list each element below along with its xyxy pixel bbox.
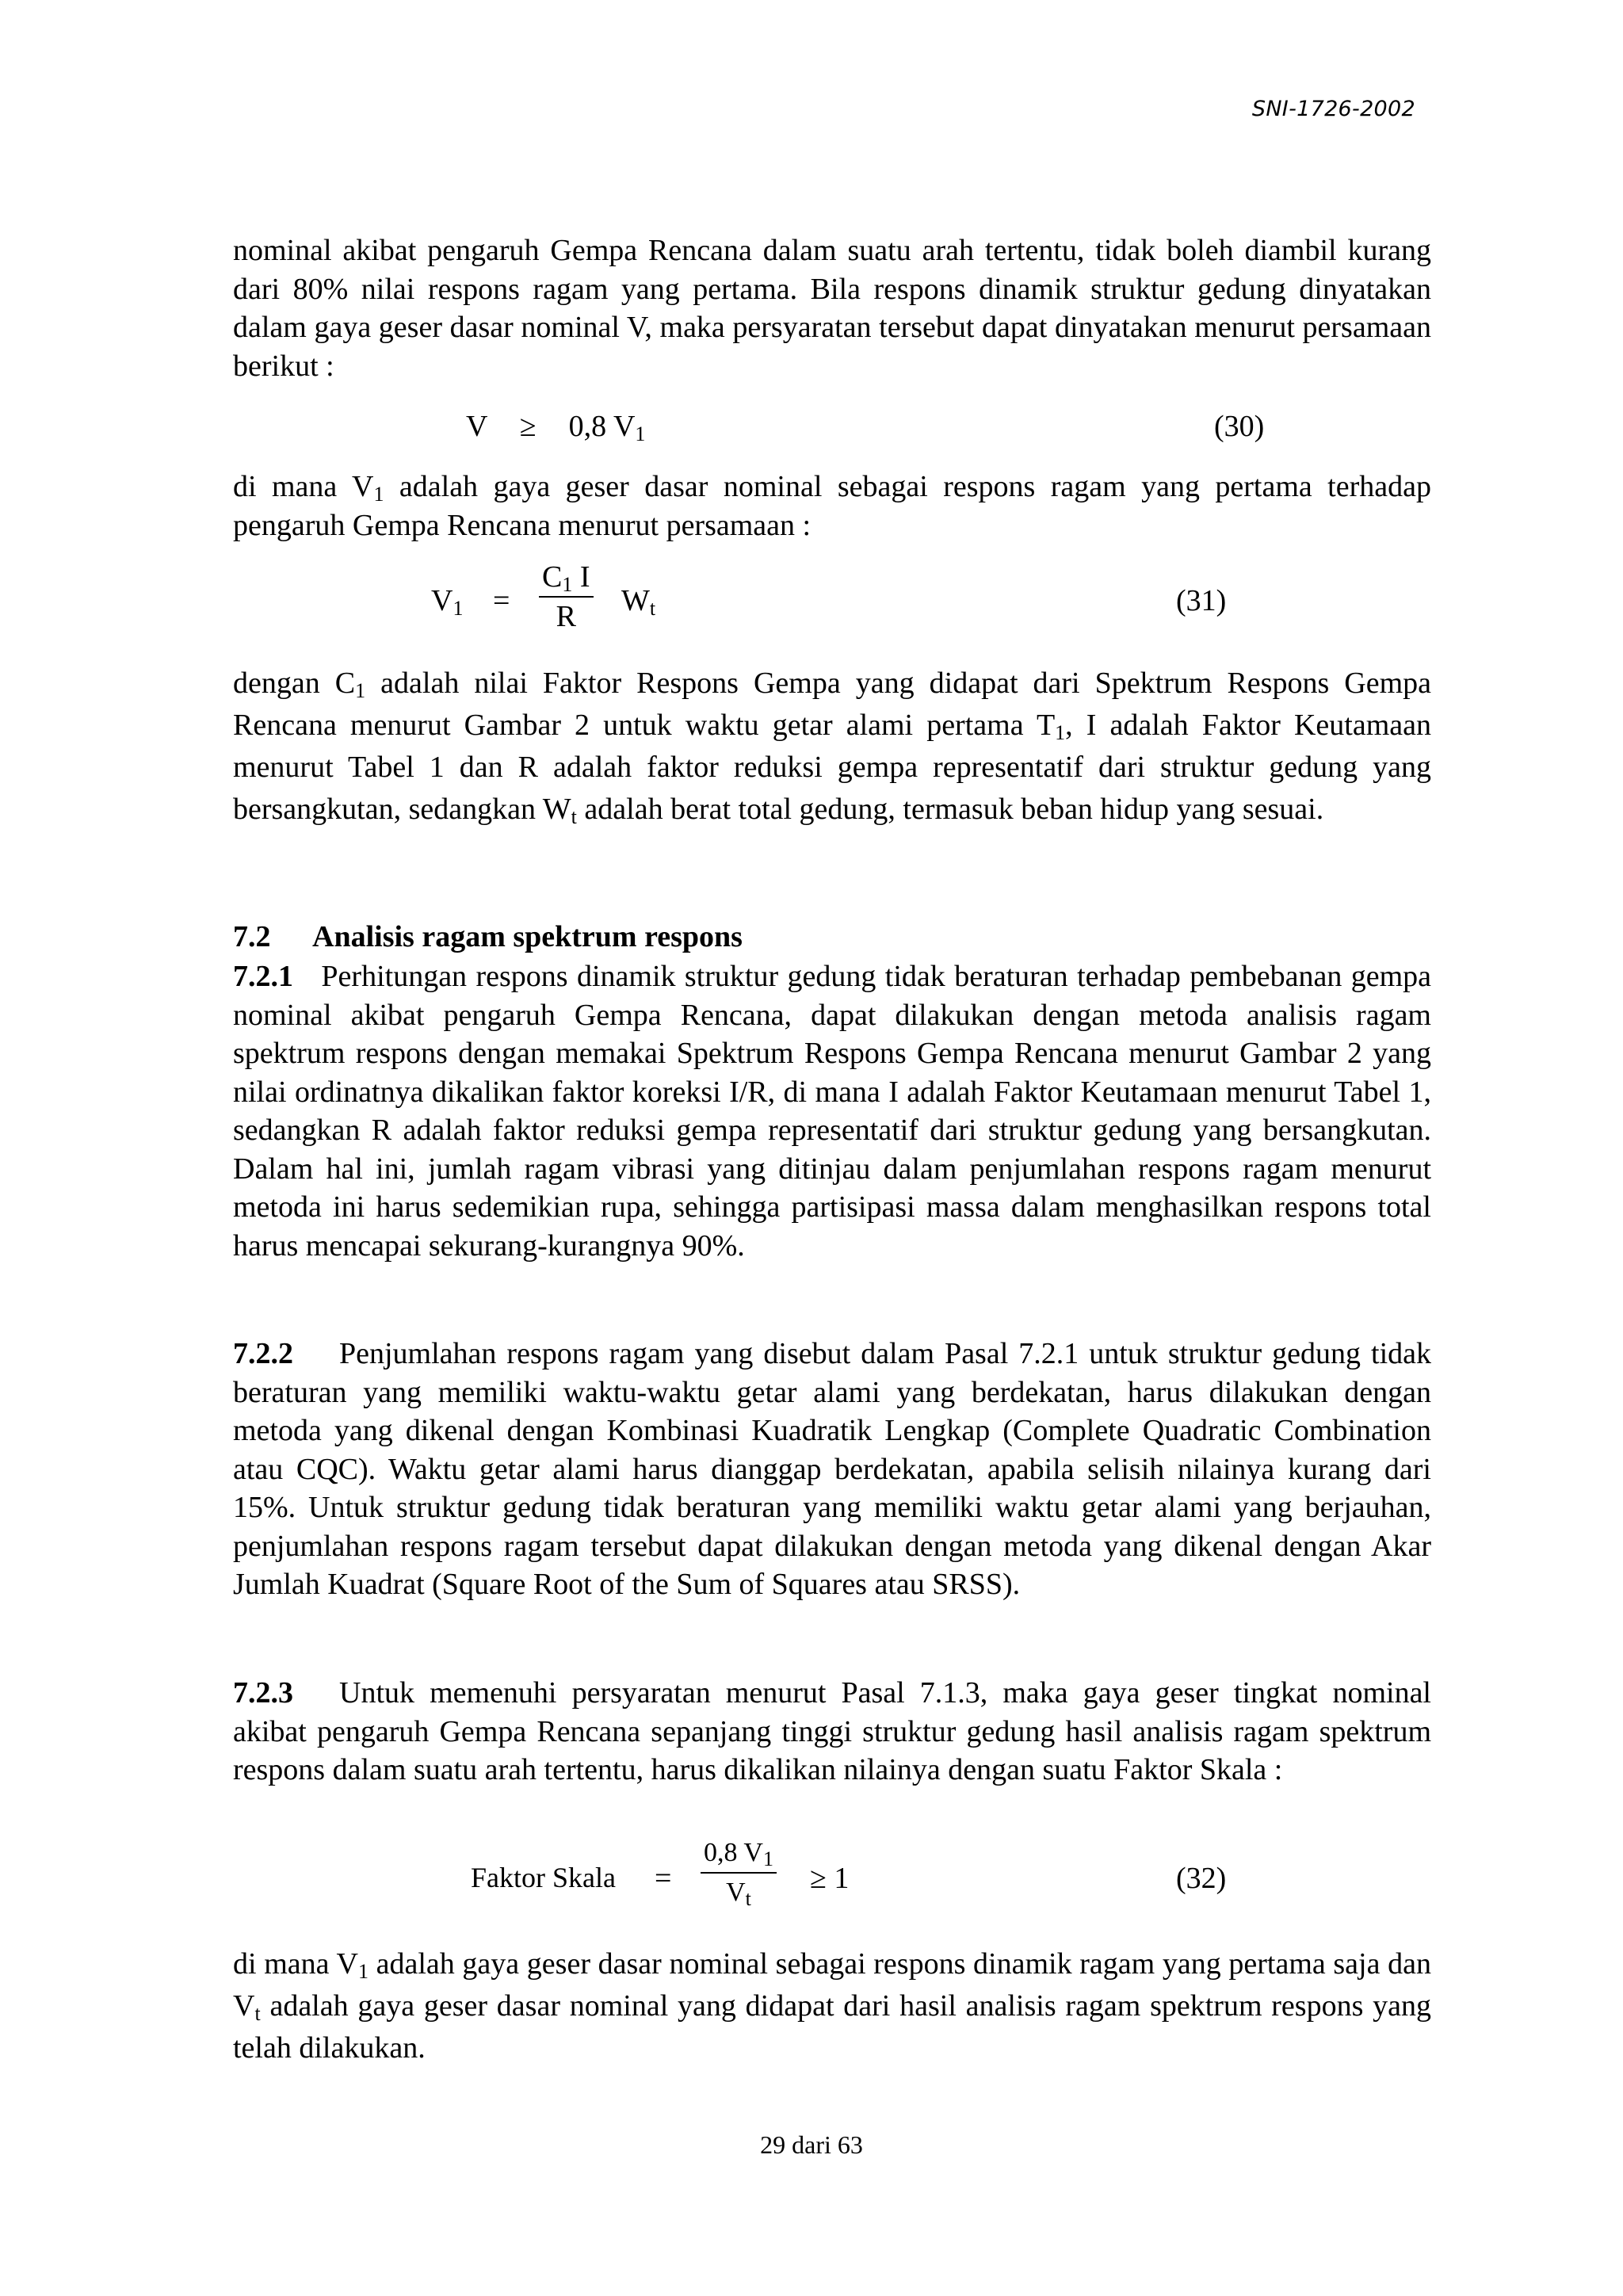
paragraph-text: Perhitungan respons dinamik struktur gedung tidak beraturan terhadap pembebanan gempa nominal akibat pengaruh Gempa Rencana, dapat dilakukan dengan metoda analisis ragam spektrum respons dengan memakai Spektrum Respons Gempa Rencana menurut Gambar 2 yang nilai ordinatnya dikalikan faktor koreksi I/R, di mana I adalah Faktor Keutamaan menurut Tabel 1, sedangkan R adalah faktor reduksi gempa representatif dari struktur gedung yang bersangkutan. Dalam hal ini, jumlah ragam vibrasi yang ditinjau dalam penjumlahan respons ragam menurut metoda ini harus sedemikian rupa, sehingga partisipasi massa dalam menghasilkan respons total harus mencapai sekurang-kurangnya 90%. <box>233 960 1432 1263</box>
eq32-denominator-text: V <box>726 1878 746 1907</box>
eq32-numerator-text: 0,8 V <box>704 1838 763 1867</box>
eq31-denominator: R <box>556 600 576 633</box>
paragraph-text: adalah gaya geser dasar nominal sebagai respons dinamik ragam yang pertama saja dan V <box>233 1947 1432 2023</box>
paragraph-7-2-1 <box>233 957 1431 1265</box>
eq31-numerator-subscript: 1 <box>562 573 573 596</box>
subscript: 1 <box>355 679 366 702</box>
eq32-inequality: ≥ 1 <box>810 1862 850 1895</box>
page-number: 29 dari 63 <box>760 2130 863 2159</box>
subsection-number: 7.2.1 <box>233 960 293 993</box>
eq31-weight-subscript: t <box>649 597 656 620</box>
eq30-operator: ≥ <box>519 410 537 443</box>
paragraph-text: di mana V <box>233 470 374 503</box>
subsection-number: 7.2.3 <box>233 1676 293 1710</box>
paragraph-text: adalah gaya geser dasar nominal yang didapat dari hasil analisis ragam spektrum respons yang telah dilakukan. <box>233 1989 1431 2065</box>
eq31-weight-text: W <box>621 584 650 617</box>
eq30-rhs: 0,8 V <box>568 410 636 443</box>
paragraph-text: dengan C <box>233 667 356 700</box>
paragraph-text: di mana V <box>233 1947 358 1981</box>
subsection-number: 7.2.2 <box>233 1337 293 1370</box>
paragraph-c1-definition <box>233 663 1431 831</box>
eq31-numerator <box>539 560 594 598</box>
eq32-denominator <box>701 1874 777 1910</box>
paragraph-v1-definition <box>233 468 1431 544</box>
subscript: t <box>571 805 577 828</box>
paragraph-text: adalah gaya geser dasar nominal sebagai respons ragam yang pertama terhadap pengaruh Gempa Rencana menurut persamaan : <box>233 470 1431 542</box>
equation-30 <box>466 409 645 444</box>
paragraph-intro <box>233 231 1431 385</box>
eq32-fraction <box>701 1836 777 1910</box>
eq32-denominator-subscript: t <box>745 1887 751 1910</box>
eq32-numerator <box>701 1836 777 1874</box>
eq32-lhs: Faktor Skala <box>471 1862 616 1893</box>
equation-31-number: (31) <box>1176 584 1227 617</box>
paragraph-text: adalah berat total gedung, termasuk beban hidup yang sesuai. <box>576 793 1324 826</box>
equation-30-number: (30) <box>1214 410 1265 443</box>
section-title: Analisis ragam spektrum respons <box>312 920 743 953</box>
paragraph-text: nominal akibat pengaruh Gempa Rencana dalam suatu arah tertentu, tidak boleh diambil kurang dari 80% nilai respons ragam yang pertama. Bila respons dinamik struktur gedung dinyatakan dalam gaya geser dasar nominal V, maka persyaratan tersebut dapat dinyatakan menurut persamaan berikut : <box>233 234 1431 383</box>
paragraph-text: Untuk memenuhi persyaratan menurut Pasal 7.1.3, maka gaya geser tingkat nominal akibat pengaruh Gempa Rencana sepanjang tinggi struktur gedung hasil analisis ragam spektrum respons dalam suatu arah tertentu, harus dikalikan nilainya dengan suatu Faktor Skala : <box>233 1676 1431 1786</box>
eq30-lhs: V <box>466 410 487 443</box>
eq31-numerator-text: C <box>542 560 563 594</box>
eq30-rhs-subscript: 1 <box>635 422 646 445</box>
section-heading <box>233 919 743 954</box>
equation-32-number: (32) <box>1176 1862 1227 1895</box>
paragraph-vt-definition <box>233 1943 1431 2069</box>
subscript: t <box>254 2002 261 2025</box>
paragraph-7-2-2 <box>233 1335 1431 1604</box>
paragraph-7-2-3 <box>233 1674 1431 1790</box>
paragraph-text: , I adalah Faktor Keutamaan menurut Tabel 1 dan R adalah faktor reduksi gempa representatif dari struktur gedung yang bersangkutan, sedangkan W <box>233 709 1432 826</box>
paragraph-text: adalah nilai Faktor Respons Gempa yang didapat dari Spektrum Respons Gempa Rencana menurut Gambar 2 untuk waktu getar alami pertama T <box>233 667 1432 742</box>
eq31-operator: = <box>493 584 510 617</box>
eq31-numerator-tail: I <box>572 560 590 594</box>
subscript: 1 <box>1055 721 1066 744</box>
subscript: 1 <box>373 483 384 506</box>
eq31-weight <box>621 583 655 618</box>
equation-31-lhs <box>431 583 463 618</box>
eq31-lhs: V <box>431 584 453 617</box>
eq31-fraction <box>539 560 594 634</box>
eq32-numerator-subscript: 1 <box>762 1847 773 1870</box>
subscript: 1 <box>357 1960 369 1983</box>
eq31-lhs-subscript: 1 <box>453 597 464 620</box>
paragraph-text: Penjumlahan respons ragam yang disebut dalam Pasal 7.2.1 untuk struktur gedung tidak beraturan yang memiliki waktu-waktu getar alami yang berdekatan, harus dilakukan dengan metoda yang dikenal dengan Kombinasi Kuadratik Lengkap (Complete Quadratic Combination atau CQC). Waktu getar alami harus dianggap berdekatan, apabila selisih nilainya kurang dari 15%. Untuk struktur gedung tidak beraturan yang memiliki waktu getar alami yang berjauhan, penjumlahan respons ragam tersebut dapat dilakukan dengan metoda yang dikenal dengan Akar Jumlah Kuadrat (Square Root of the Sum of Squares atau SRSS). <box>233 1337 1431 1601</box>
section-number: 7.2 <box>233 920 271 953</box>
document-code: SNI-1726-2002 <box>1251 97 1415 121</box>
eq32-operator: = <box>655 1862 672 1895</box>
